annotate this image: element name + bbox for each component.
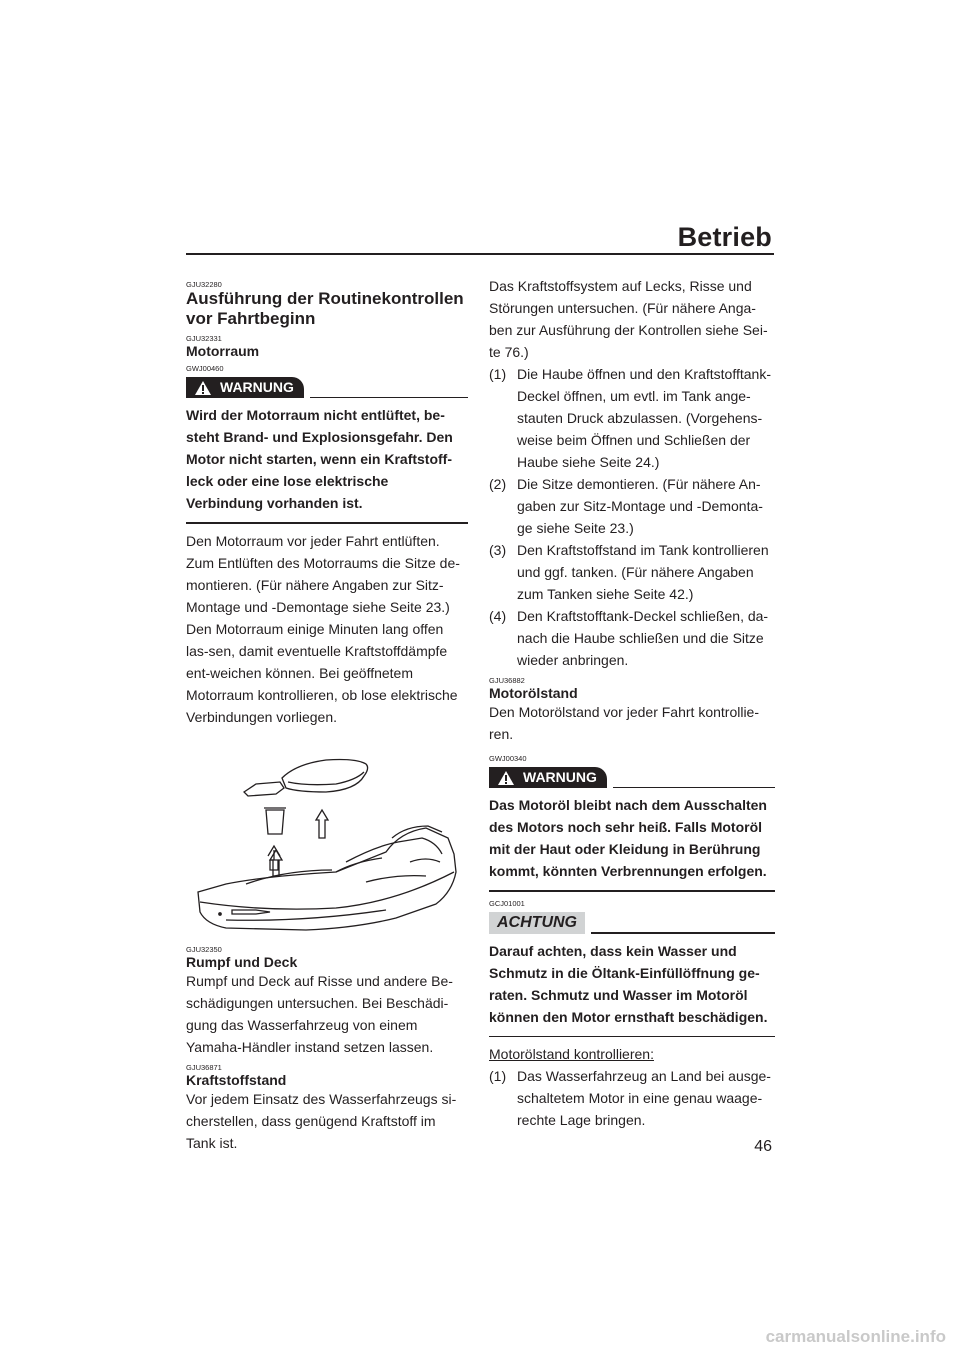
section-code: GJU36882 [489, 676, 525, 685]
step-number: (4) [489, 608, 507, 624]
step-number: (2) [489, 476, 507, 492]
caution-badge: ACHTUNG [489, 912, 585, 934]
warning-rule [310, 397, 468, 399]
rumpf-text: Rumpf und Deck auf Risse und andere Be-schädigungen untersuchen. Bei Beschädi-gung das Wasserfahrzeug von einem Yamaha-Händler instand setzen lassen. [186, 972, 453, 1055]
warning-banner [186, 377, 468, 398]
step-number: (1) [489, 366, 507, 382]
section-code: GJU36871 [186, 1062, 222, 1072]
page-title: Betrieb [677, 222, 772, 252]
header-rule [186, 253, 774, 255]
check-heading: Motorölstand kontrollieren: [489, 1046, 654, 1062]
page-number: 46 [754, 1138, 772, 1155]
caution-text: Darauf achten, dass kein Wasser und Schmutz in die Öltank-Einfüllöffnung ge-raten. Schmutz und Wasser im Motoröl können den Motor ernsthaft beschädigen. [489, 942, 768, 1025]
caution-code: GCJ01001 [489, 898, 525, 908]
section-code: GJU32280 [186, 280, 222, 289]
warning-label: WARNUNG [220, 379, 294, 395]
left-column [186, 275, 468, 1154]
fuel-system-text: Das Kraftstoffsystem auf Lecks, Risse und Störungen untersuchen. (Für nähere Anga-ben zur Ausführung der Kontrollen siehe Sei-te 76.) [489, 278, 768, 360]
caution-end-rule [489, 1036, 775, 1038]
warning-badge [489, 767, 607, 788]
caution-rule [591, 932, 775, 934]
list-item [489, 539, 775, 605]
warning-text: Wird der Motorraum nicht entlüftet, be-steht Brand- und Explosionsgefahr. Den Motor nicht starten, wenn ein Kraftstoff-leck oder eine lose elektrische Verbindung vorhanden ist. [186, 407, 453, 511]
warning-code: GWJ00460 [186, 364, 224, 373]
right-column [489, 275, 775, 1131]
step-number: (3) [489, 542, 507, 558]
watercraft-drawing [186, 742, 468, 940]
warning-text: Das Motoröl bleibt nach dem Ausschalten des Motors noch sehr heiß. Falls Motoröl mit der Haut oder Kleidung in Berührung kommt, könnten Verbrennungen erfolgen. [489, 797, 767, 879]
warning-triangle-icon [497, 770, 515, 786]
warning-code: GWJ00340 [489, 754, 527, 763]
warning-badge [186, 377, 304, 398]
list-item [489, 363, 775, 473]
motorraum-heading: Motorraum [186, 343, 260, 359]
section-code: GJU32331 [186, 334, 222, 343]
warning-label: WARNUNG [523, 769, 597, 785]
oel-heading: Motorölstand [489, 685, 578, 701]
list-item [489, 605, 775, 671]
fuel-steps-list [489, 363, 775, 671]
warning-triangle-icon [194, 380, 212, 396]
kraftstoff-text: Vor jedem Einsatz des Wasserfahrzeugs si-cherstellen, dass genügend Kraftstoff im Tank ist. [186, 1090, 457, 1151]
step-text: Den Kraftstoffstand im Tank kontrollieren und ggf. tanken. (Für nähere Angaben zum Tanken siehe Seite 42.) [517, 542, 769, 602]
section-code: GJU32350 [186, 944, 222, 954]
step-number: (1) [489, 1068, 507, 1084]
caution-banner [489, 912, 775, 934]
motorraum-text: Den Motorraum vor jeder Fahrt entlüften. Zum Entlüften des Motorraums die Sitze de-montieren. (Für nähere Angaben zur Sitz-Montage und -Demontage siehe Seite 23.) Den Motorraum einige Minuten lang offen las-sen, damit eventuelle Kraftstoffdämpfe ent-weichen können. Bei geöffnetem Motorraum kontrollieren, ob lose elektrische Verbindungen vorliegen. [186, 532, 460, 725]
jetski-illustration [186, 742, 468, 940]
rumpf-heading: Rumpf und Deck [186, 953, 298, 970]
step-text: Das Wasserfahrzeug an Land bei ausge-schaltetem Motor in eine genau waage-rechte Lage bringen. [517, 1068, 771, 1128]
warning-end-rule [489, 890, 775, 892]
main-heading: Ausführung der Routinekontrollen vor Fahrtbeginn [186, 289, 464, 328]
watermark: carmanualsonline.info [765, 1327, 946, 1346]
warning-rule [613, 787, 775, 789]
step-text: Die Sitze demontieren. (Für nähere An-gaben zur Sitz-Montage und -Demonta-ge siehe Seite 23.) [517, 476, 763, 536]
list-item [489, 1065, 775, 1131]
warning-banner [489, 767, 775, 788]
step-text: Den Kraftstofftank-Deckel schließen, da-nach die Haube schließen und die Sitze wieder anbringen. [517, 608, 769, 668]
kraftstoff-heading: Kraftstoffstand [186, 1071, 287, 1088]
step-text: Die Haube öffnen und den Kraftstofftank-Deckel öffnen, um evtl. im Tank ange-stauten Druck abzulassen. (Vorgehens-weise beim Öffnen und Schließen der Haube siehe Seite 24.) [517, 366, 771, 470]
oel-text: Den Motorölstand vor jeder Fahrt kontrollie-ren. [489, 704, 760, 742]
list-item [489, 473, 775, 539]
warning-end-rule [186, 522, 468, 524]
